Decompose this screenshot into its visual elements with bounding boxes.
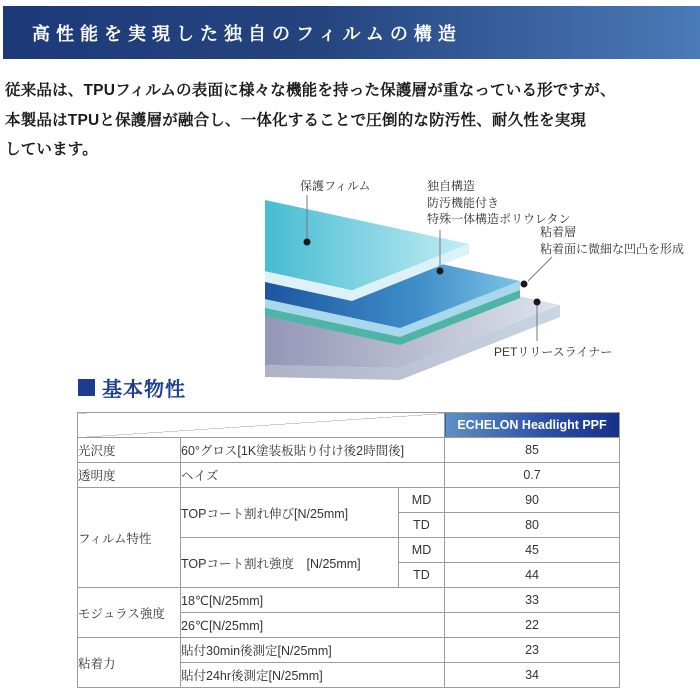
label-adhesive-line1: 粘着層 [540,225,577,239]
row-value: 23 [445,638,620,663]
row-value: 90 [445,488,620,513]
row-direction: MD [399,488,445,513]
label-adhesive-layer [540,224,684,257]
row-category: 光沢度 [78,438,181,463]
row-test: 26℃[N/25mm] [181,613,445,638]
row-value: 44 [445,563,620,588]
row-value: 33 [445,588,620,613]
row-category: 粘着力 [78,638,181,688]
label-protect-film: 保護フィルム [300,179,371,193]
row-value: 34 [445,663,620,688]
page-title: 高性能を実現した独自のフィルムの構造 [32,23,462,44]
basic-properties-table-wrap [77,412,620,688]
row-value: 22 [445,613,620,638]
section-heading [78,373,186,402]
row-test: 貼付24hr後測定[N/25mm] [181,663,445,688]
row-value: 0.7 [445,463,620,488]
table-row [78,463,620,488]
table-row [78,438,620,463]
row-direction: TD [399,563,445,588]
table-header-diagonal-cell [78,413,445,438]
row-category: フィルム特性 [78,488,181,588]
basic-properties-table [77,412,620,688]
row-test: TOPコート割れ強度 [N/25mm] [181,538,399,588]
row-value: 85 [445,438,620,463]
table-row [78,638,620,663]
row-test: 60°グロス[1K塗装板貼り付け後2時間後] [181,438,445,463]
label-unique-structure [427,178,571,228]
row-test: 18℃[N/25mm] [181,588,445,613]
table-header-product: ECHELON Headlight PPF [445,413,620,438]
intro-line-2: 本製品はTPUと保護層が融合し、一体化することで圧倒的な防汚性、耐久性を実現 [5,111,587,129]
table-row [78,588,620,613]
label-unique-structure-line1: 独自構造 [427,179,476,193]
intro-line-1: 従来品は、TPUフィルムの表面に様々な機能を持った保護層が重なっている形ですが、 [5,82,616,99]
row-test: 貼付30min後測定[N/25mm] [181,638,445,663]
row-direction: MD [399,538,445,563]
intro-line-3: しています。 [5,141,98,158]
row-test: ヘイズ [181,463,445,488]
row-value: 45 [445,538,620,563]
label-unique-structure-line3: 特殊一体構造ポリウレタン [427,212,571,226]
label-adhesive-line2: 粘着面に微細な凹凸を形成 [540,241,685,256]
page-title-bar [3,6,700,59]
film-structure-diagram [0,170,700,382]
table-row [78,488,620,513]
row-direction: TD [399,513,445,538]
section-heading-square-icon [78,379,95,396]
row-test: TOPコート割れ伸び[N/25mm] [181,488,399,538]
table-header-row [78,413,620,438]
label-pet-release-liner: PETリリースライナー [494,345,613,359]
row-category: 透明度 [78,463,181,488]
row-category: モジュラス強度 [78,588,181,638]
intro-paragraph [5,76,697,165]
row-value: 80 [445,513,620,538]
label-unique-structure-line2: 防汚機能付き [427,195,500,210]
section-heading-title: 基本物性 [102,379,186,401]
